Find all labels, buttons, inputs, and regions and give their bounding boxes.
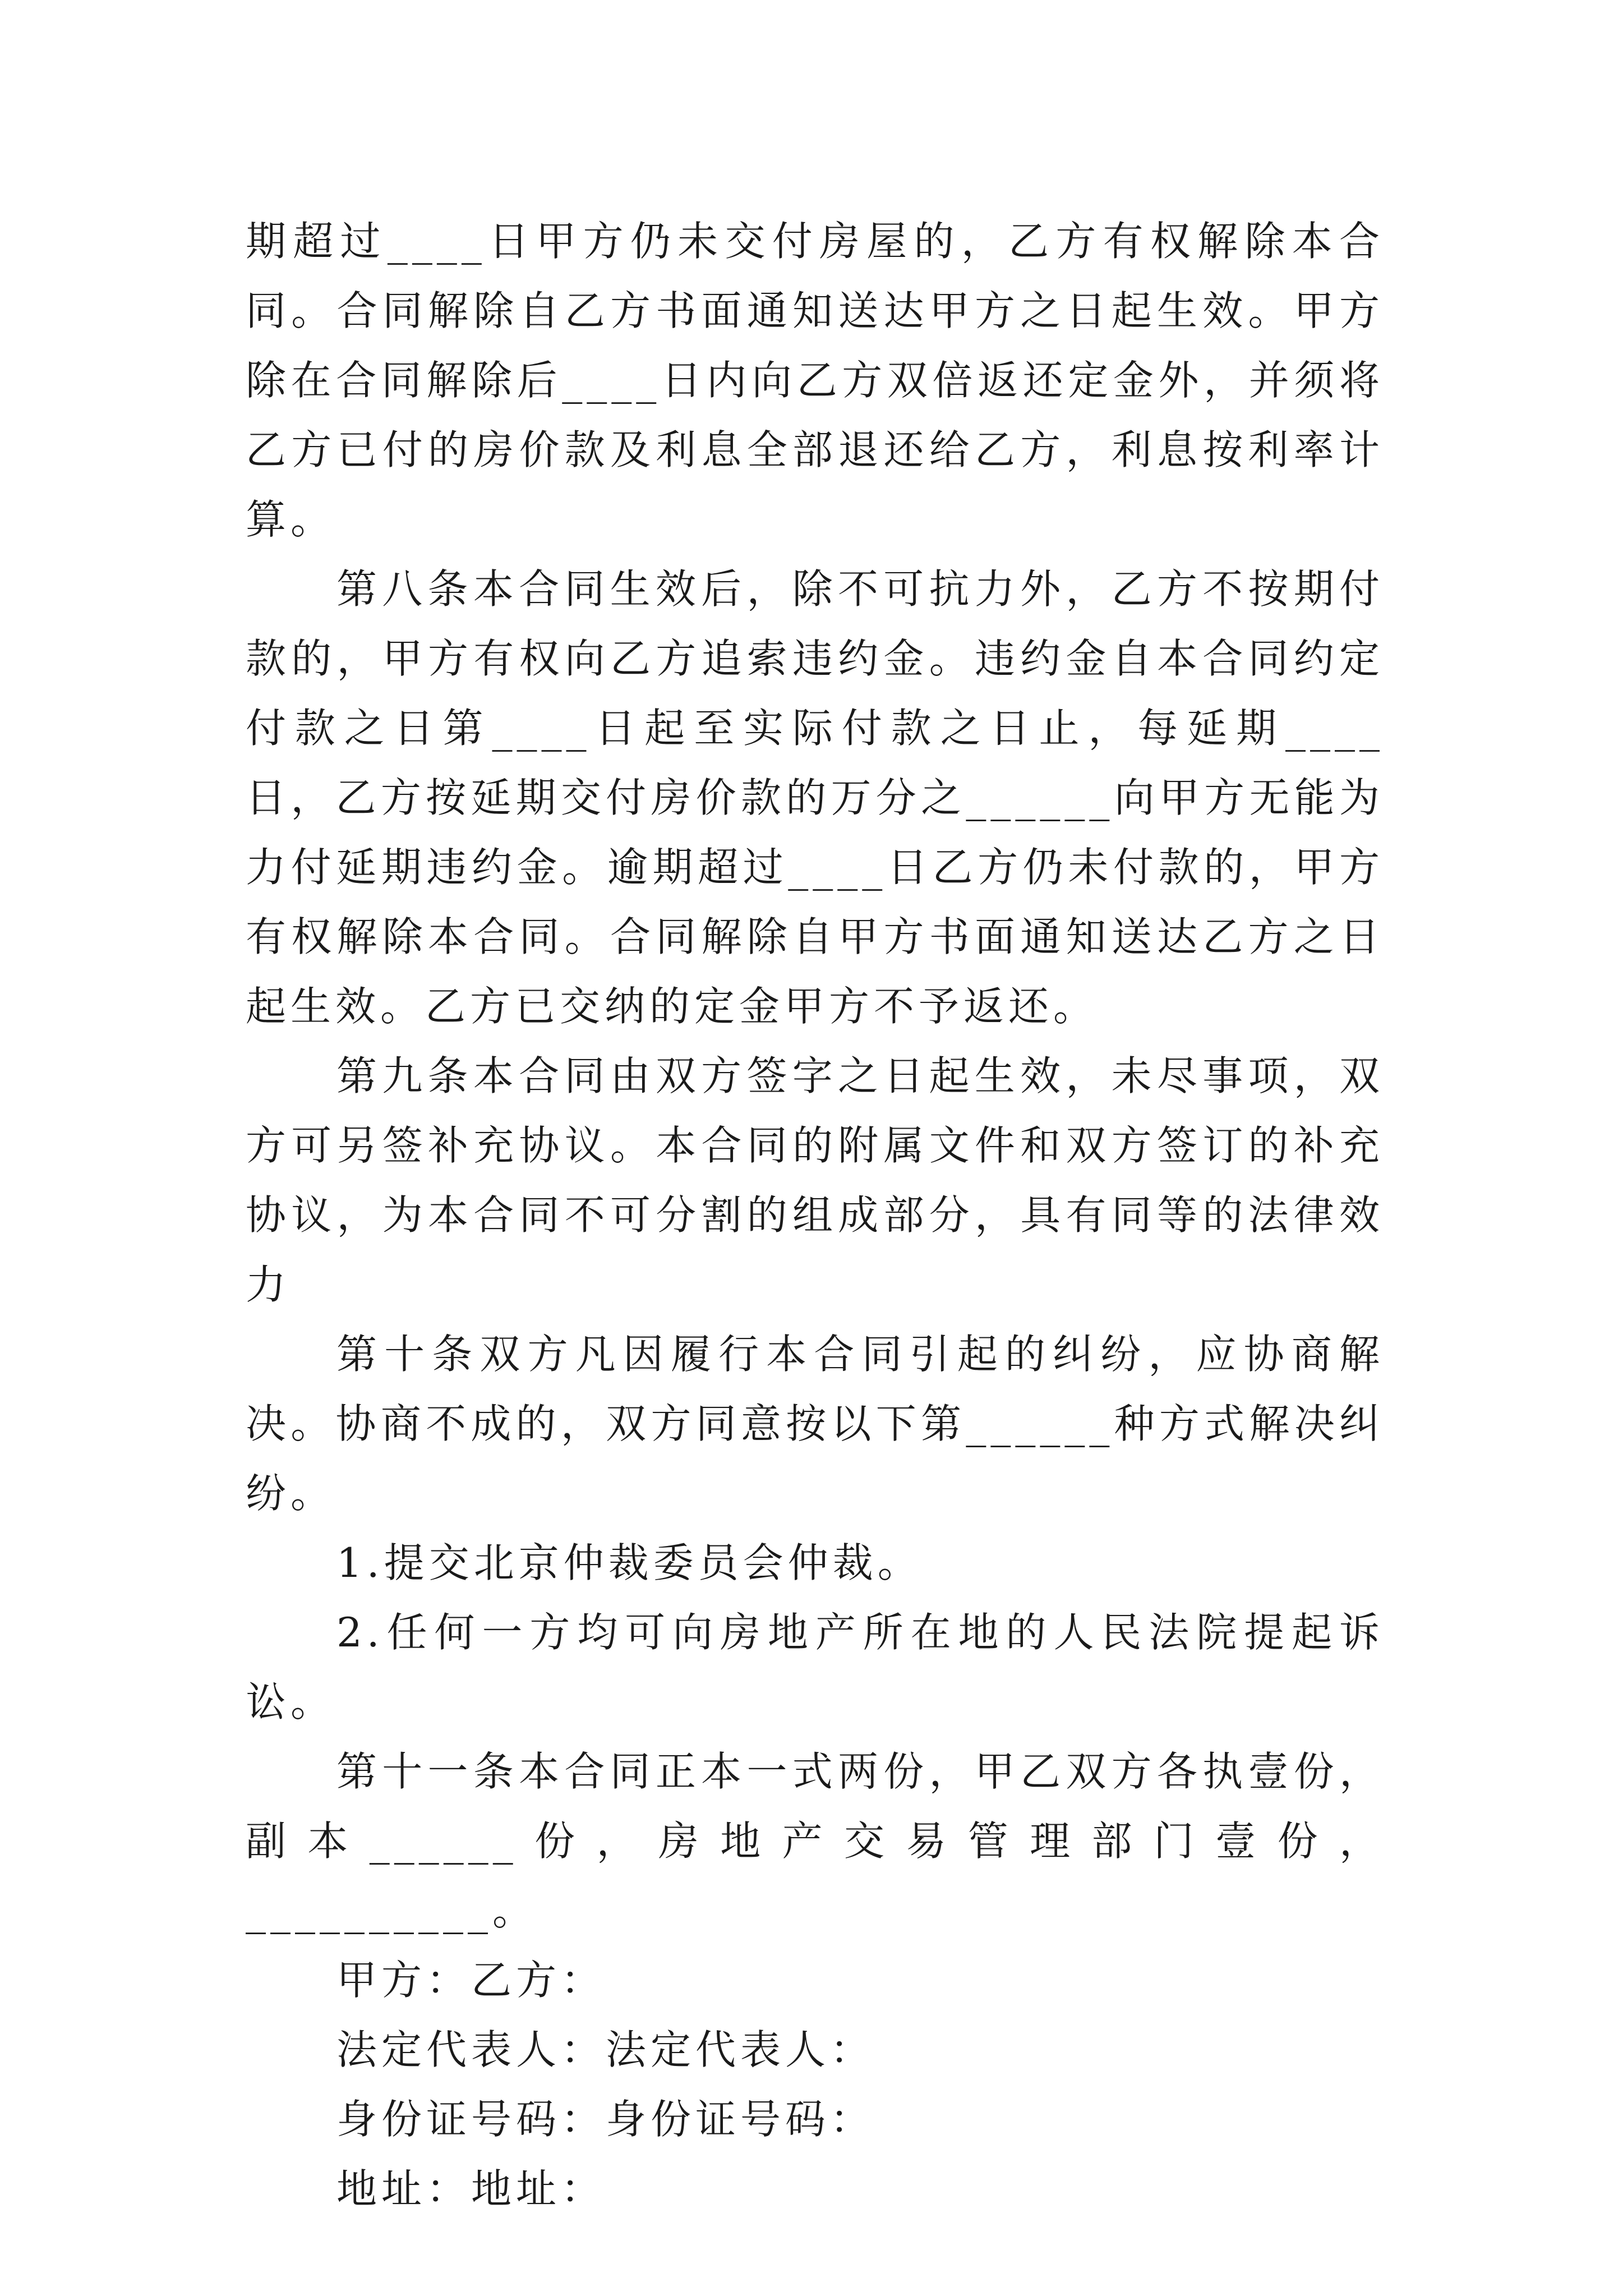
paragraph-article-11: 第十一条本合同正本一式两份，甲乙双方各执壹份，副本______份，房地产交易管理部门壹份，__________。 [246, 1748, 1384, 1934]
signature-representative-line: 法定代表人：法定代表人： [336, 2026, 875, 2073]
paragraph-continuation: 期超过____日甲方仍未交付房屋的，乙方有权解除本合同。合同解除自乙方书面通知送达甲方之日起生效。甲方除在合同解除后____日内向乙方双倍返还定金外，并须将乙方已付的房价款及利息全部退还给乙方，利息按利率计算。 [246, 218, 1384, 543]
paragraph-article-9: 第九条本合同由双方签字之日起生效，未尽事项，双方可另签补充协议。本合同的附属文件和双方签订的补充协议，为本合同不可分割的组成部分，具有同等的法律效力 [246, 1052, 1384, 1308]
document-body [246, 206, 1384, 2224]
signature-party-line: 甲方：乙方： [336, 1957, 606, 2004]
paragraph-option-2: 2.任何一方均可向房地产所在地的人民法院提起诉讼。 [246, 1609, 1384, 1726]
signature-address-line: 地址：地址： [336, 2165, 606, 2212]
signature-id-line: 身份证号码：身份证号码： [336, 2096, 875, 2143]
paragraph-option-1: 1.提交北京仲裁委员会仲裁。 [336, 1539, 923, 1586]
paragraph-article-8: 第八条本合同生效后，除不可抗力外，乙方不按期付款的，甲方有权向乙方追索违约金。违约金自本合同约定付款之日第____日起至实际付款之日止，每延期____日，乙方按延期交付房价款的万分之______向甲方无能为力付延期违约金。逾期超过____日乙方仍未付款的，甲方有权解除本合同。合同解除自甲方书面通知送达乙方之日起生效。乙方已交纳的定金甲方不予返还。 [246, 565, 1384, 1030]
paragraph-article-10: 第十条双方凡因履行本合同引起的纠纷，应协商解决。协商不成的，双方同意按以下第______种方式解决纠纷。 [246, 1331, 1384, 1517]
